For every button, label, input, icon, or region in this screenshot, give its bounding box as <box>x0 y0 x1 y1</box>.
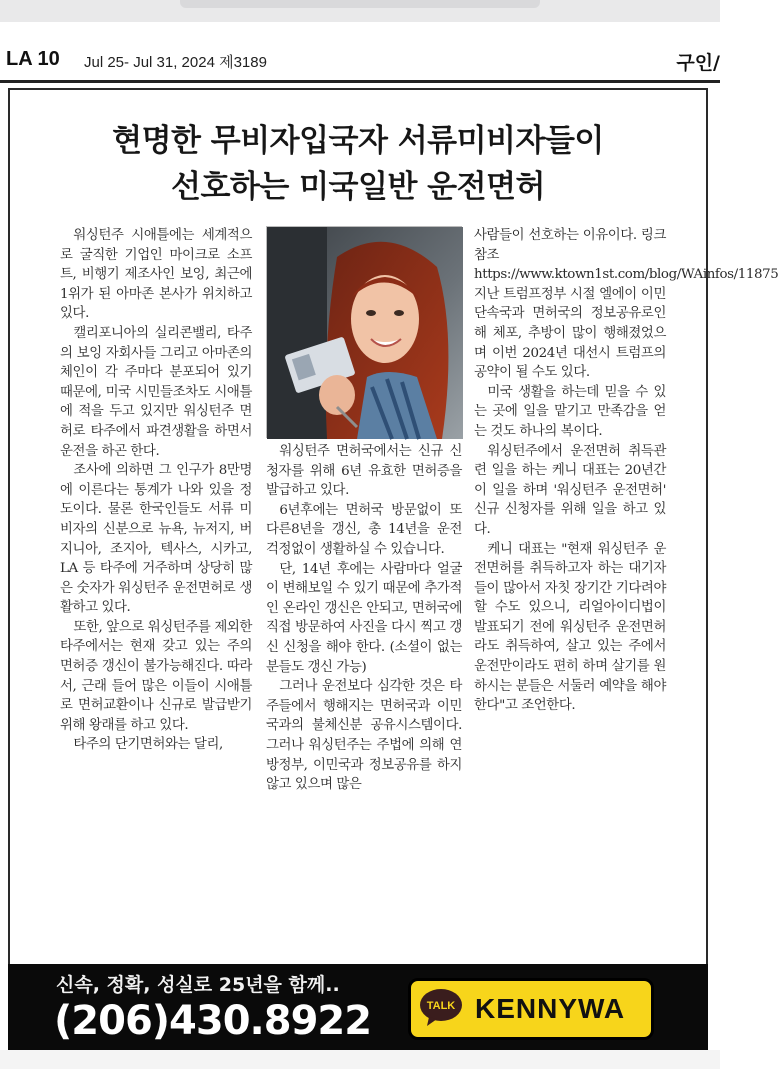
bottom-strip <box>0 1050 720 1069</box>
paragraph: 워싱턴주 면허국에서는 신규 신청자를 위해 6년 유효한 면허증을 발급하고 있다. <box>266 444 462 499</box>
section-label: 구인/ <box>676 52 720 74</box>
paragraph: 단, 14년 후에는 사람마다 얼굴이 변해보일 수 있기 때문에 추가적인 온라인 갱신은 안되고, 면허국에 직접 방문하여 사진을 다시 찍고 갱신 신청을 해야 한다. (소셜이 없는 분들도 갱신 가능) <box>266 561 462 675</box>
paragraph: 사람들이 선호하는 이유이다. 링크 참조 https://www.ktown1st.com/blog/WAinfos/11875 지난 트럼프정부 시절 엘에이 이민단속국과 면허국의 정보공유로인해 체포, 추방이 많이 행해졌었으며 이번 2024년 대선시 트럼프의 공약이 될 수도 있다. <box>474 228 778 381</box>
talk-label: TALK <box>426 1000 456 1012</box>
phone-number[interactable]: (206)430.8922 <box>54 998 372 1044</box>
article-column-1 <box>60 226 252 936</box>
paragraph: 타주의 단기면허와는 달리, <box>73 737 223 753</box>
woman-holding-license-photo <box>267 227 463 439</box>
paragraph: 그러나 운전보다 심각한 것은 타 주들에서 행해지는 면허국과 이민국과의 불체신분 공유시스템이다. 그러나 워싱턴주는 주법에 의해 연방정부, 이민국과 정보공유를 하지 않고 있으며 많은 <box>266 679 462 793</box>
paragraph: 워싱턴주에서 운전면허 취득관련 일을 하는 케니 대표는 20년간 이 일을 하며 '워싱턴주 운전면허' 신규 신청자를 위해 일을 하고 있다. <box>474 443 666 537</box>
kakao-id: KENNYWA <box>475 993 626 1024</box>
top-handle <box>180 0 540 8</box>
paragraph: 6년후에는 면허국 방문없이 또 다른8년을 갱신, 총 14년을 운전 걱정없이 생활하실 수 있습니다. <box>266 502 462 557</box>
article-photo <box>266 226 462 438</box>
paragraph: 케니 대표는 "현재 워싱턴주 운전면허를 취득하고자 하는 대기자들이 많아서 자칫 장기간 기다려야 할 수도 있으니, 리얼아이디법이 발표되기 전에 워싱턴주 운전면허라도 취득하여, 살고 있는 주에서 운전만이라도 편히 하며 살기를 원하시는 분들은 서둘러 예약을 해야 한다"고 조언한다. <box>474 541 666 714</box>
paragraph: 미국 생활을 하는데 믿을 수 있는 곳에 일을 맡기고 만족감을 얻는 것도 하나의 복이다. <box>474 384 666 439</box>
kakaotalk-icon <box>419 987 463 1027</box>
banner-tagline: 신속, 정확, 성실로 25년을 함께.. <box>56 974 340 996</box>
article-headline <box>10 118 706 210</box>
header-rule <box>0 80 720 83</box>
contact-banner <box>8 964 708 1050</box>
paragraph: 캘리포니아의 실리콘밸리, 타주의 보잉 자회사들 그리고 아마존의 체인이 각 주마다 분포되어 있기 때문에, 미국 시민들조차도 시애틀에 적을 두고 있지만 워싱턴주 면허로 타주에서 파견생활을 하면서 운전을 하곤 한다. <box>60 325 252 459</box>
paragraph: 또한, 앞으로 워싱턴주를 제외한 타주에서는 현재 갖고 있는 주의 면허증 갱신이 불가능해진다. 따라서, 근래 들어 많은 이들이 시애틀로 면허교환이나 신규로 발급받기위해 왕래를 하고 있다. <box>60 619 252 733</box>
page-label: LA 10 <box>6 48 60 70</box>
issue-date: Jul 25- Jul 31, 2024 제3189 <box>84 54 267 71</box>
article-frame <box>8 88 778 1046</box>
browser-top-strip <box>0 0 720 22</box>
kakaotalk-id-badge[interactable] <box>408 978 654 1040</box>
headline-line-2: 선호하는 미국일반 운전면허 <box>171 169 545 205</box>
article-column-2 <box>266 442 462 936</box>
newspaper-header <box>0 40 720 76</box>
paragraph: 워싱턴주 시애틀에는 세계적으로 굴직한 기업인 마이크로 소프트, 비행기 제조사인 보잉, 최근에 1위가 된 아마존 본사가 위치하고 있다. <box>60 228 252 322</box>
headline-line-1: 현명한 무비자입국자 서류미비자들이 <box>112 123 604 159</box>
article-column-3 <box>474 226 778 936</box>
paragraph: 조사에 의하면 그 인구가 8만명에 이른다는 통계가 나와 있을 정도이다. 물론 한국인들도 서류 미비자의 신분으로 뉴욕, 뉴저지, 버지니아, 조지아, 텍사스, 시카고, LA 등 타주에 거주하며 상당히 많은 숫자가 워싱턴주 운전면허로 생활하고 있다. <box>60 463 252 616</box>
